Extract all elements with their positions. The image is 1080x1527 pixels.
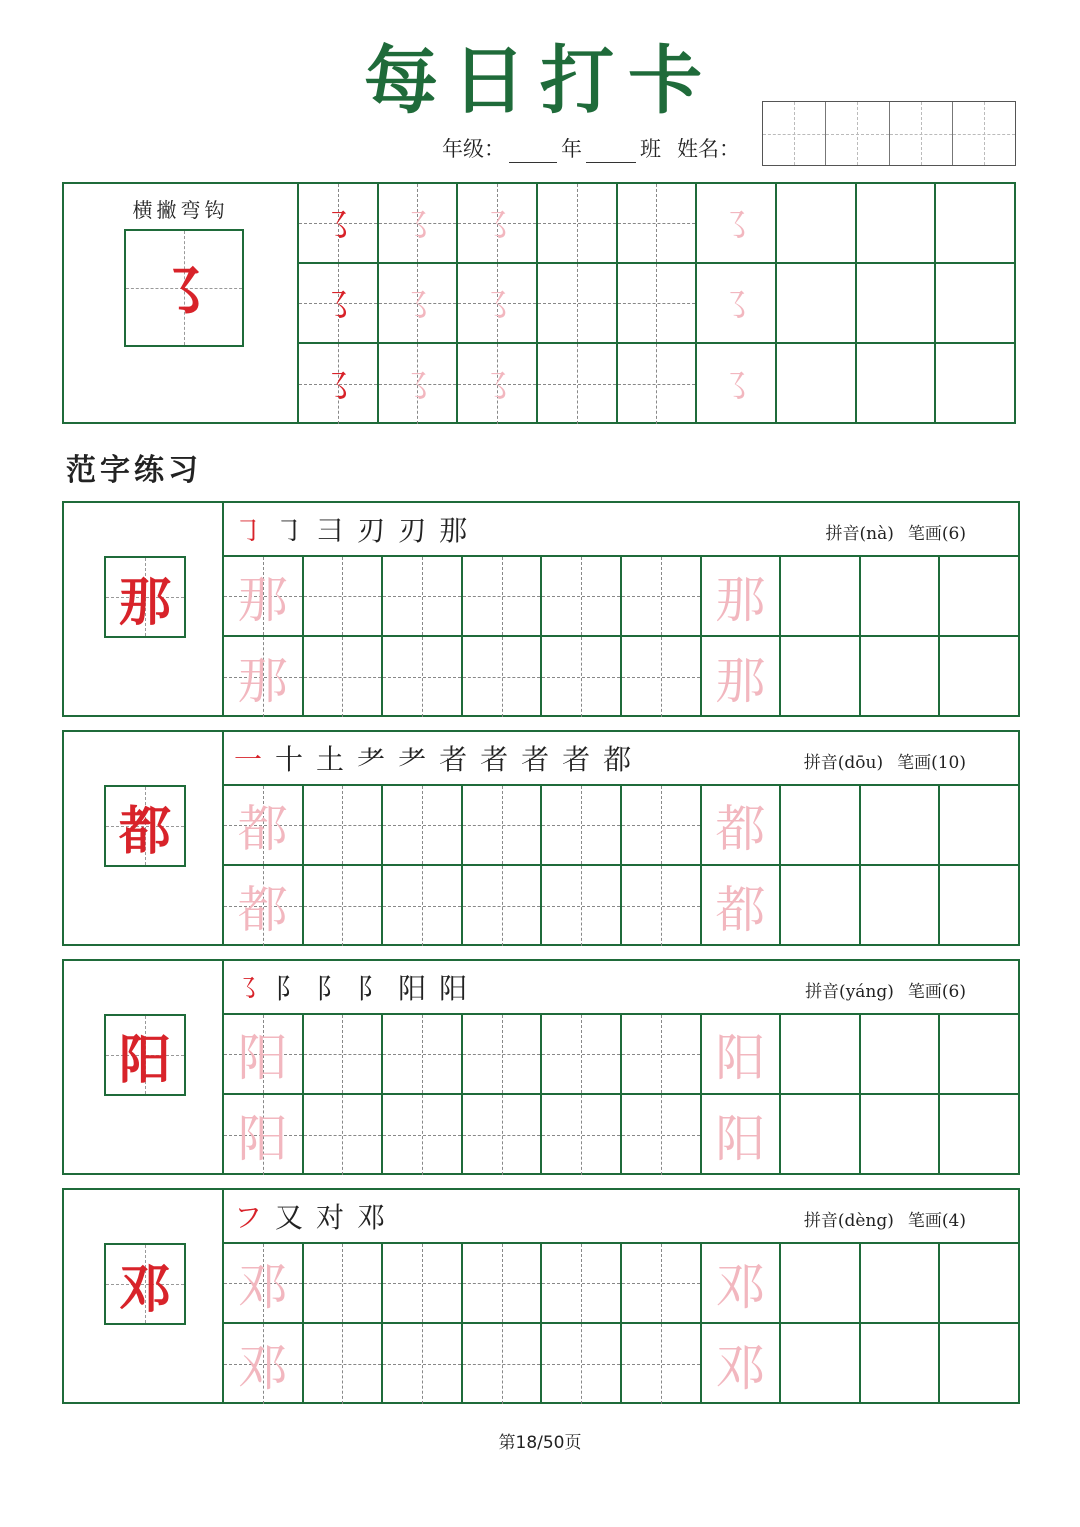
trace-glyph: 阳 bbox=[715, 1029, 766, 1087]
stroke-count-label: 笔画(4) bbox=[907, 1211, 966, 1231]
practice-cell[interactable] bbox=[702, 1244, 782, 1324]
stroke-practice-cell[interactable] bbox=[936, 344, 1016, 424]
stroke-practice-cell[interactable] bbox=[618, 184, 698, 264]
stroke-name: 横撇弯钩 bbox=[132, 198, 229, 222]
practice-cell[interactable] bbox=[702, 1324, 782, 1404]
stroke-order-step: 阝 bbox=[357, 972, 386, 1005]
trace-glyph: 邓 bbox=[715, 1258, 766, 1316]
stroke-practice-cell[interactable] bbox=[458, 264, 538, 344]
stroke-grid bbox=[299, 184, 1016, 424]
stroke-trace-glyph: ㇌ bbox=[399, 366, 436, 408]
character-meta bbox=[826, 519, 966, 544]
character-meta bbox=[804, 1206, 966, 1231]
stroke-order-step: 耂 bbox=[398, 743, 427, 776]
stroke-practice-cell[interactable] bbox=[538, 344, 618, 424]
practice-grid bbox=[224, 557, 1020, 717]
stroke-practice-cell[interactable] bbox=[697, 184, 777, 264]
practice-grid bbox=[224, 1244, 1020, 1404]
stroke-count-label: 笔画(6) bbox=[907, 524, 966, 544]
character-meta bbox=[804, 748, 966, 773]
character-model bbox=[64, 732, 224, 944]
stroke-practice-cell[interactable] bbox=[936, 184, 1016, 264]
practice-grid bbox=[224, 1015, 1020, 1175]
stroke-order-step: 者 bbox=[562, 743, 591, 776]
practice-cell[interactable] bbox=[861, 637, 941, 717]
page-title: 每日打卡 bbox=[364, 38, 716, 124]
practice-cell[interactable] bbox=[702, 866, 782, 946]
stroke-trace-glyph: ㇌ bbox=[718, 205, 755, 247]
stroke-practice-cell[interactable] bbox=[618, 344, 698, 424]
grade-blank[interactable] bbox=[509, 142, 557, 163]
practice-cell[interactable] bbox=[224, 1015, 304, 1095]
practice-cell[interactable] bbox=[781, 866, 861, 946]
practice-cell[interactable] bbox=[383, 1095, 463, 1175]
class-label: 班 bbox=[640, 137, 661, 161]
practice-cell[interactable] bbox=[622, 1095, 702, 1175]
practice-cell[interactable] bbox=[542, 1095, 622, 1175]
stroke-practice-cell[interactable] bbox=[379, 264, 459, 344]
stroke-practice-cell[interactable] bbox=[299, 184, 379, 264]
stroke-order-step: 都 bbox=[603, 743, 632, 776]
practice-cell[interactable] bbox=[383, 866, 463, 946]
character-model bbox=[64, 1190, 224, 1402]
practice-cell[interactable] bbox=[622, 637, 702, 717]
name-box[interactable] bbox=[762, 101, 1016, 166]
stroke-order bbox=[234, 1196, 385, 1236]
practice-cell[interactable] bbox=[940, 1095, 1020, 1175]
stroke-trace-glyph: ㇌ bbox=[479, 285, 516, 327]
stroke-practice-cell[interactable] bbox=[697, 264, 777, 344]
practice-cell[interactable] bbox=[861, 1244, 941, 1324]
pinyin-label: 拼音(dèng) bbox=[803, 1211, 894, 1231]
stroke-order-step: 十 bbox=[275, 743, 304, 776]
name-cell[interactable] bbox=[953, 102, 1015, 165]
stroke-order-step: 土 bbox=[316, 743, 345, 776]
practice-cell[interactable] bbox=[781, 1095, 861, 1175]
practice-cell[interactable] bbox=[622, 1324, 702, 1404]
trace-glyph: 都 bbox=[715, 881, 766, 939]
trace-glyph: 那 bbox=[237, 652, 288, 710]
stroke-order-step: 者 bbox=[480, 743, 509, 776]
name-cell[interactable] bbox=[763, 102, 826, 165]
stroke-order-step: 邓 bbox=[357, 1201, 386, 1234]
trace-glyph: 邓 bbox=[237, 1339, 288, 1397]
practice-cell[interactable] bbox=[304, 1244, 384, 1324]
character-panel bbox=[62, 501, 1020, 717]
practice-cell[interactable] bbox=[304, 637, 384, 717]
stroke-order-step: ㇌ bbox=[234, 972, 263, 1005]
stroke-practice-cell[interactable] bbox=[777, 344, 857, 424]
stroke-order bbox=[234, 509, 467, 549]
trace-glyph: 阳 bbox=[237, 1029, 288, 1087]
practice-cell[interactable] bbox=[940, 786, 1020, 866]
stroke-model-glyph: ㇌ bbox=[154, 258, 214, 328]
stroke-order-step: 耂 bbox=[357, 743, 386, 776]
practice-cell[interactable] bbox=[383, 1324, 463, 1404]
practice-cell[interactable] bbox=[304, 866, 384, 946]
trace-glyph: 邓 bbox=[237, 1258, 288, 1316]
stroke-practice-cell[interactable] bbox=[458, 184, 538, 264]
stroke-practice-cell[interactable] bbox=[458, 344, 538, 424]
practice-cell[interactable] bbox=[702, 637, 782, 717]
name-cell[interactable] bbox=[890, 102, 953, 165]
practice-cell[interactable] bbox=[224, 1095, 304, 1175]
practice-cell[interactable] bbox=[542, 1324, 622, 1404]
stroke-model-box bbox=[124, 229, 244, 347]
stroke-order-step: 阳 bbox=[439, 972, 468, 1005]
practice-cell[interactable] bbox=[622, 786, 702, 866]
stroke-practice-cell[interactable] bbox=[538, 264, 618, 344]
stroke-trace-glyph: ㇌ bbox=[319, 285, 356, 327]
practice-cell[interactable] bbox=[781, 1244, 861, 1324]
grade-label: 年级： bbox=[442, 137, 505, 161]
practice-cell[interactable] bbox=[781, 637, 861, 717]
stroke-order-row bbox=[224, 961, 1018, 1015]
practice-cell[interactable] bbox=[861, 557, 941, 637]
practice-cell[interactable] bbox=[702, 1095, 782, 1175]
character-model-glyph: 那 bbox=[118, 571, 171, 633]
practice-cell[interactable] bbox=[622, 1015, 702, 1095]
practice-cell[interactable] bbox=[622, 866, 702, 946]
pinyin-label: 拼音(yáng) bbox=[805, 982, 894, 1002]
character-model bbox=[64, 961, 224, 1173]
stroke-order-step: 刃 bbox=[357, 514, 386, 547]
trace-glyph: 那 bbox=[715, 652, 766, 710]
stroke-order-step: 阝 bbox=[316, 972, 345, 1005]
trace-glyph: 都 bbox=[237, 800, 288, 858]
practice-cell[interactable] bbox=[781, 786, 861, 866]
practice-cell[interactable] bbox=[463, 1095, 543, 1175]
practice-cell[interactable] bbox=[940, 1015, 1020, 1095]
stroke-order-step: 刃 bbox=[398, 514, 427, 547]
stroke-trace-glyph: ㇌ bbox=[399, 205, 436, 247]
stroke-trace-glyph: ㇌ bbox=[319, 366, 356, 408]
practice-cell[interactable] bbox=[304, 786, 384, 866]
section-title: 范字练习 bbox=[66, 453, 202, 488]
character-model-glyph: 阳 bbox=[118, 1029, 171, 1091]
trace-glyph: 阳 bbox=[237, 1110, 288, 1168]
practice-cell[interactable] bbox=[224, 1324, 304, 1404]
practice-cell[interactable] bbox=[463, 1324, 543, 1404]
stroke-trace-glyph: ㇌ bbox=[718, 285, 755, 327]
practice-cell[interactable] bbox=[304, 1095, 384, 1175]
practice-cell[interactable] bbox=[861, 786, 941, 866]
practice-cell[interactable] bbox=[542, 786, 622, 866]
practice-cell[interactable] bbox=[622, 1244, 702, 1324]
stroke-order-step: 者 bbox=[521, 743, 550, 776]
practice-cell[interactable] bbox=[224, 637, 304, 717]
practice-cell[interactable] bbox=[781, 1324, 861, 1404]
stroke-count-label: 笔画(10) bbox=[897, 753, 966, 773]
practice-cell[interactable] bbox=[940, 557, 1020, 637]
character-model-box bbox=[104, 556, 186, 638]
stroke-count-label: 笔画(6) bbox=[907, 982, 966, 1002]
stroke-order bbox=[234, 967, 467, 1007]
practice-cell[interactable] bbox=[463, 637, 543, 717]
class-blank[interactable] bbox=[586, 142, 636, 163]
practice-cell[interactable] bbox=[463, 1244, 543, 1324]
stroke-order-step: ㇆ bbox=[234, 514, 263, 547]
stroke-order-step: フ bbox=[234, 1201, 263, 1234]
practice-cell[interactable] bbox=[542, 1244, 622, 1324]
stroke-practice-cell[interactable] bbox=[777, 184, 857, 264]
stroke-practice-panel bbox=[62, 182, 1016, 424]
practice-cell[interactable] bbox=[781, 557, 861, 637]
practice-cell[interactable] bbox=[224, 866, 304, 946]
practice-cell[interactable] bbox=[383, 557, 463, 637]
stroke-practice-cell[interactable] bbox=[618, 264, 698, 344]
stroke-info bbox=[64, 184, 299, 422]
character-panel bbox=[62, 959, 1020, 1175]
stroke-practice-cell[interactable] bbox=[777, 264, 857, 344]
practice-cell[interactable] bbox=[861, 1095, 941, 1175]
practice-cell[interactable] bbox=[702, 557, 782, 637]
practice-cell[interactable] bbox=[861, 1015, 941, 1095]
trace-glyph: 都 bbox=[715, 800, 766, 858]
pinyin-label: 拼音(dōu) bbox=[803, 753, 884, 773]
stroke-practice-cell[interactable] bbox=[379, 344, 459, 424]
name-label: 姓名： bbox=[677, 137, 740, 161]
practice-cell[interactable] bbox=[940, 866, 1020, 946]
character-panel bbox=[62, 1188, 1020, 1404]
practice-grid bbox=[224, 786, 1020, 946]
character-model-glyph: 都 bbox=[118, 800, 171, 862]
practice-cell[interactable] bbox=[224, 557, 304, 637]
stroke-trace-glyph: ㇌ bbox=[479, 366, 516, 408]
trace-glyph: 那 bbox=[237, 571, 288, 629]
practice-cell[interactable] bbox=[224, 786, 304, 866]
trace-glyph: 都 bbox=[237, 881, 288, 939]
stroke-practice-cell[interactable] bbox=[857, 264, 937, 344]
practice-cell[interactable] bbox=[542, 866, 622, 946]
character-model-box bbox=[104, 785, 186, 867]
stroke-practice-cell[interactable] bbox=[299, 344, 379, 424]
practice-cell[interactable] bbox=[542, 557, 622, 637]
stroke-trace-glyph: ㇌ bbox=[399, 285, 436, 327]
name-cell[interactable] bbox=[826, 102, 889, 165]
practice-cell[interactable] bbox=[383, 786, 463, 866]
page-number: 第18/50页 bbox=[498, 1433, 582, 1453]
stroke-order-step: 那 bbox=[439, 514, 468, 547]
stroke-trace-glyph: ㇌ bbox=[718, 366, 755, 408]
practice-cell[interactable] bbox=[304, 557, 384, 637]
practice-cell[interactable] bbox=[702, 786, 782, 866]
stroke-practice-cell[interactable] bbox=[936, 264, 1016, 344]
stroke-order-row bbox=[224, 1190, 1018, 1244]
stroke-order-row bbox=[224, 503, 1018, 557]
practice-cell[interactable] bbox=[383, 1244, 463, 1324]
practice-cell[interactable] bbox=[463, 786, 543, 866]
trace-glyph: 那 bbox=[715, 571, 766, 629]
stroke-practice-cell[interactable] bbox=[697, 344, 777, 424]
character-panel bbox=[62, 730, 1020, 946]
character-model-box bbox=[104, 1014, 186, 1096]
stroke-practice-cell[interactable] bbox=[379, 184, 459, 264]
practice-cell[interactable] bbox=[542, 637, 622, 717]
stroke-order bbox=[234, 738, 631, 778]
practice-cell[interactable] bbox=[861, 1324, 941, 1404]
practice-cell[interactable] bbox=[861, 866, 941, 946]
practice-cell[interactable] bbox=[542, 1015, 622, 1095]
stroke-trace-glyph: ㇌ bbox=[319, 205, 356, 247]
stroke-practice-cell[interactable] bbox=[857, 344, 937, 424]
practice-cell[interactable] bbox=[224, 1244, 304, 1324]
trace-glyph: 邓 bbox=[715, 1339, 766, 1397]
character-meta bbox=[805, 977, 966, 1002]
practice-cell[interactable] bbox=[383, 1015, 463, 1095]
trace-glyph: 阳 bbox=[715, 1110, 766, 1168]
pinyin-label: 拼音(nà) bbox=[825, 524, 894, 544]
character-model-box bbox=[104, 1243, 186, 1325]
stroke-order-row bbox=[224, 732, 1018, 786]
practice-cell[interactable] bbox=[940, 1324, 1020, 1404]
practice-cell[interactable] bbox=[463, 866, 543, 946]
stroke-practice-cell[interactable] bbox=[538, 184, 618, 264]
practice-cell[interactable] bbox=[304, 1324, 384, 1404]
stroke-trace-glyph: ㇌ bbox=[479, 205, 516, 247]
stroke-order-step: 阳 bbox=[398, 972, 427, 1005]
stroke-order-step: 者 bbox=[439, 743, 468, 776]
practice-cell[interactable] bbox=[940, 1244, 1020, 1324]
practice-cell[interactable] bbox=[781, 1015, 861, 1095]
year-label: 年 bbox=[561, 137, 582, 161]
stroke-order-step: 阝 bbox=[275, 972, 304, 1005]
stroke-order-step: 一 bbox=[234, 743, 263, 776]
practice-cell[interactable] bbox=[463, 1015, 543, 1095]
student-info bbox=[442, 133, 740, 163]
stroke-order-step: 又 bbox=[275, 1201, 304, 1234]
practice-cell[interactable] bbox=[622, 557, 702, 637]
practice-cell[interactable] bbox=[940, 637, 1020, 717]
stroke-order-step: ㇆ bbox=[275, 514, 304, 547]
practice-cell[interactable] bbox=[383, 637, 463, 717]
practice-cell[interactable] bbox=[702, 1015, 782, 1095]
character-model bbox=[64, 503, 224, 715]
stroke-order-step: 对 bbox=[316, 1201, 345, 1234]
stroke-practice-cell[interactable] bbox=[299, 264, 379, 344]
practice-cell[interactable] bbox=[304, 1015, 384, 1095]
stroke-order-step: 彐 bbox=[316, 514, 345, 547]
practice-cell[interactable] bbox=[463, 557, 543, 637]
stroke-practice-cell[interactable] bbox=[857, 184, 937, 264]
character-model-glyph: 邓 bbox=[118, 1258, 171, 1320]
